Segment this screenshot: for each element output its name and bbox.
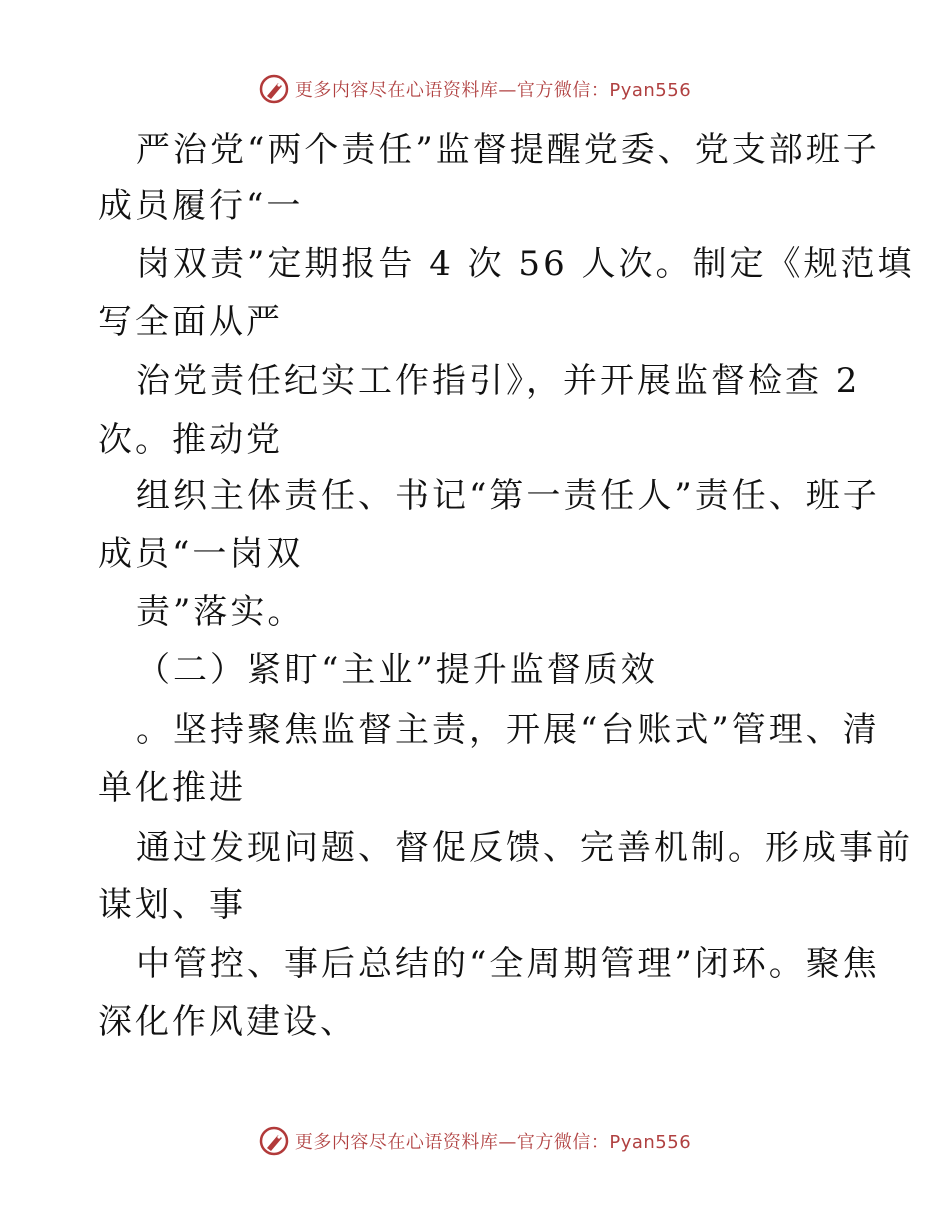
text-line: 成员“一岗双 [98, 534, 304, 574]
text-line: 组织主体责任、书记“第一责任人”责任、班子 [136, 476, 880, 516]
text-line: 写全面从严 [98, 302, 283, 342]
watermark-footer [0, 1126, 950, 1156]
text-line: 成员履行“一 [98, 186, 304, 226]
watermark-text: 更多内容尽在心语资料库—官方微信：Pyan556 [294, 1132, 692, 1153]
text-line: 通过发现问题、督促反馈、完善机制。形成事前 [136, 828, 913, 868]
text-line: 。坚持聚焦监督主责，开展“台账式”管理、清 [136, 710, 880, 750]
text-line: 治党责任纪实工作指引》，并开展监督检查 2 [136, 361, 861, 401]
pen-nib-icon [259, 74, 289, 104]
section-heading: （二）紧盯“主业”提升监督质效 [136, 650, 658, 690]
text-line: 单化推进 [98, 768, 246, 808]
text-line: 严治党“两个责任”监督提醒党委、党支部班子 [136, 130, 880, 170]
text-line: 责”落实。 [136, 592, 305, 632]
text-line: 中管控、事后总结的“全周期管理”闭环。聚焦 [136, 944, 880, 984]
text-line: 深化作风建设、 [98, 1002, 357, 1042]
watermark-text: 更多内容尽在心语资料库—官方微信：Pyan556 [294, 80, 692, 101]
text-line: 次。推动党 [98, 420, 283, 460]
text-line: 岗双责”定期报告 4 次 56 人次。制定《规范填 [136, 244, 915, 284]
watermark-header [0, 74, 950, 104]
text-line: 谋划、事 [98, 885, 246, 925]
pen-nib-icon [259, 1126, 289, 1156]
